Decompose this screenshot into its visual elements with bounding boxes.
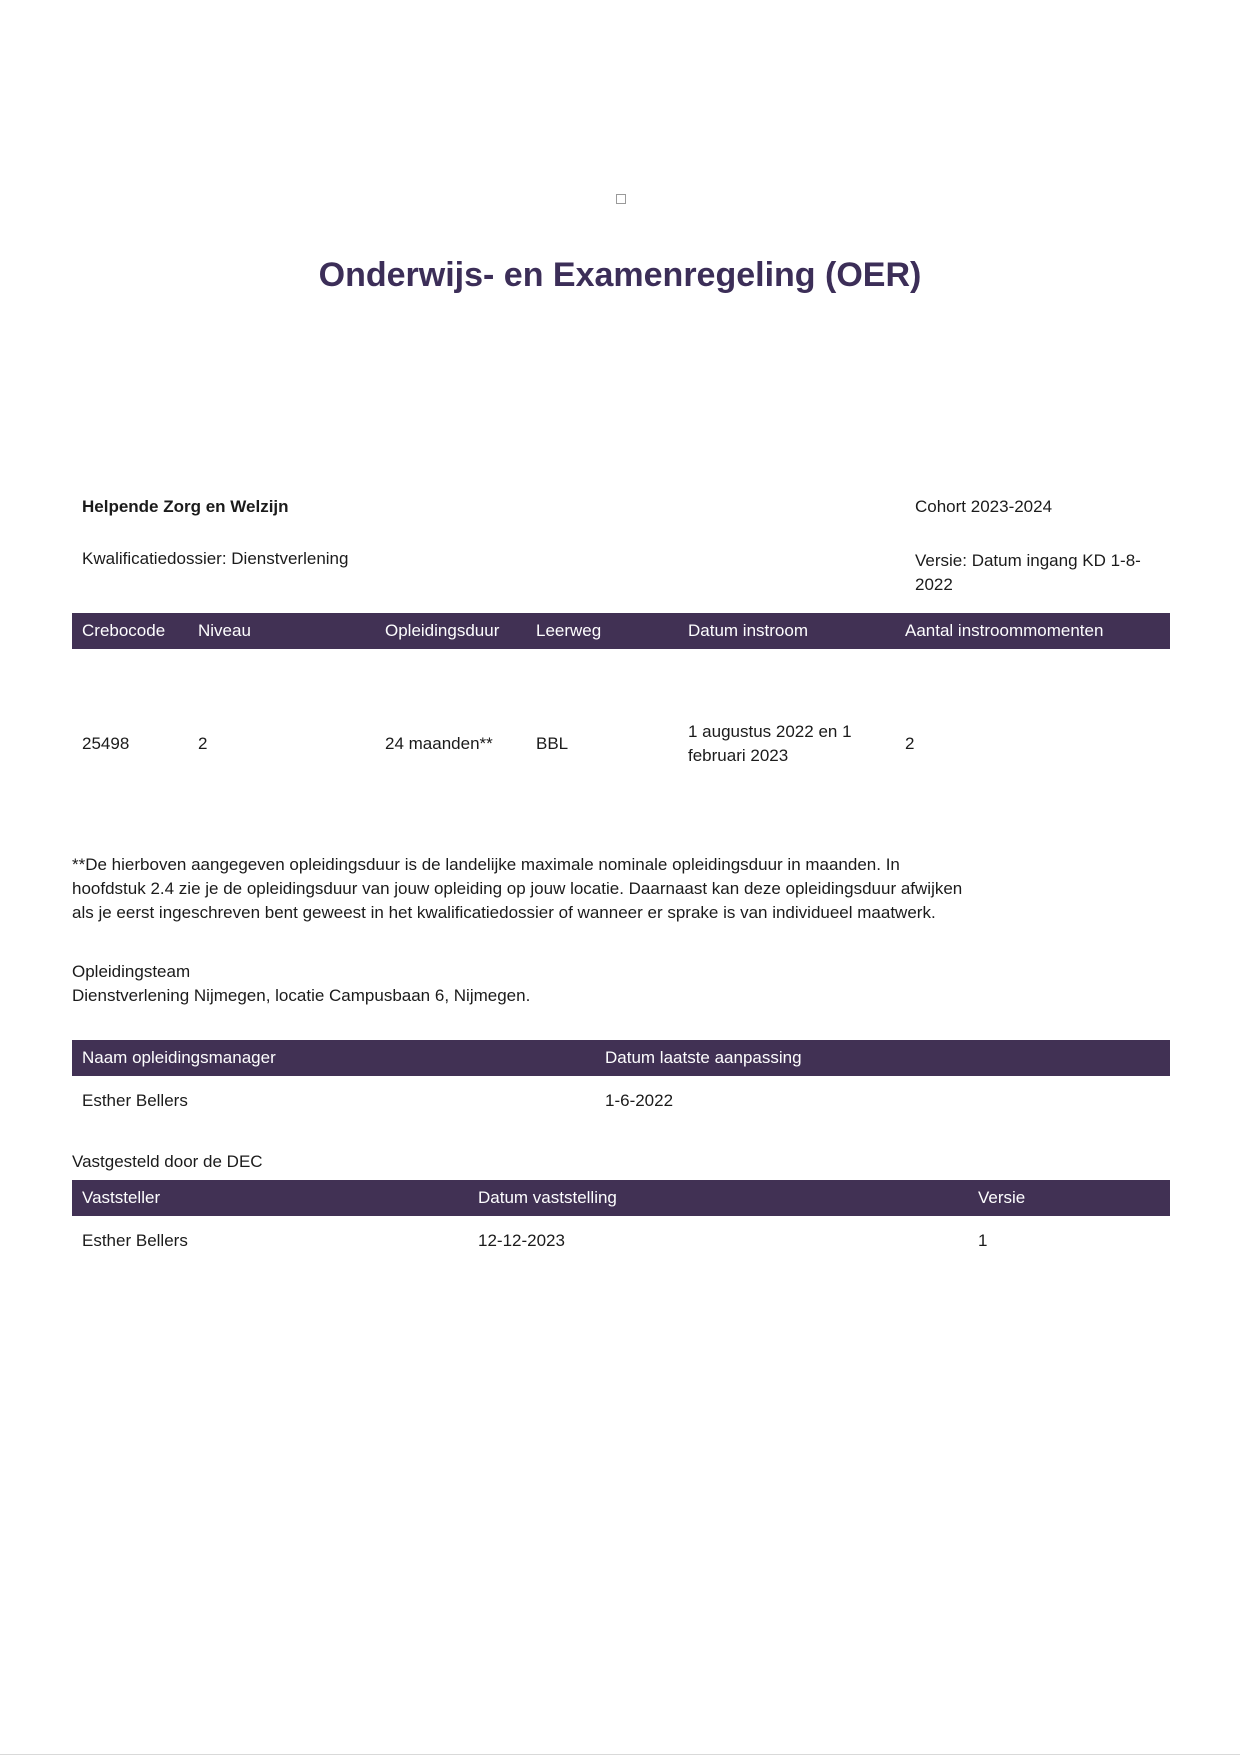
- leerweg-value: BBL: [536, 734, 569, 753]
- opleidingsduur-footnote: [72, 853, 1170, 925]
- datum-laatste-aanpassing-value: 1-6-2022: [605, 1091, 674, 1110]
- datum-instroom-value: 1 augustus 2022 en 1 februari 2023: [688, 722, 852, 765]
- missing-image-placeholder-icon: [616, 194, 626, 204]
- program-info: [72, 497, 1170, 597]
- column-header-versie: Versie: [978, 1188, 1026, 1207]
- footnote-line: als je eerst ingeschreven bent geweest in het kwalificatiedossier of wanneer er sprake is van individueel maatwerk.: [72, 903, 936, 922]
- opleidingsteam-location: Dienstverlening Nijmegen, locatie Campusbaan 6, Nijmegen.: [72, 986, 531, 1005]
- opleidingsduur-value: 24 maanden**: [385, 734, 493, 753]
- vaststeller-value: Esther Bellers: [82, 1231, 188, 1250]
- kwalificatiedossier-label: Kwalificatiedossier: Dienstverlening: [82, 549, 349, 568]
- column-header-aantal-instroommomenten: Aantal instroommomenten: [905, 621, 1104, 640]
- vaststelling-table-row: [72, 1216, 1170, 1266]
- program-info-row-1: [72, 497, 1170, 517]
- program-table: [72, 613, 1170, 839]
- column-header-niveau: Niveau: [198, 621, 251, 640]
- document-content: [72, 497, 1170, 1266]
- program-name: Helpende Zorg en Welzijn: [82, 497, 289, 516]
- niveau-value: 2: [198, 734, 208, 753]
- column-header-naam-opleidingsmanager: Naam opleidingsmanager: [82, 1048, 276, 1067]
- vaststelling-table-header: [72, 1180, 1170, 1216]
- manager-table-header: [72, 1040, 1170, 1076]
- column-header-leerweg: Leerweg: [536, 621, 602, 640]
- opleidingsmanager-name-value: Esther Bellers: [82, 1091, 188, 1110]
- datum-vaststelling-value: 12-12-2023: [478, 1231, 565, 1250]
- page-title: Onderwijs- en Examenregeling (OER): [318, 256, 922, 294]
- opleidingsteam-block: [72, 960, 1170, 1008]
- footnote-line: **De hierboven aangegeven opleidingsduur is de landelijke maximale nominale opleidingsduur in maanden. In: [72, 855, 900, 874]
- crebocode-value: 25498: [82, 734, 130, 753]
- column-header-opleidingsduur: Opleidingsduur: [385, 621, 500, 640]
- versie-label: Versie: Datum ingang KD 1-8-2022: [915, 551, 1141, 594]
- manager-table-row: [72, 1076, 1170, 1126]
- vastgesteld-heading: Vastgesteld door de DEC: [72, 1152, 263, 1171]
- column-header-datum-instroom: Datum instroom: [688, 621, 808, 640]
- manager-table: [72, 1040, 1170, 1126]
- program-table-header: [72, 613, 1170, 649]
- vaststelling-table: [72, 1180, 1170, 1266]
- footnote-line: hoofdstuk 2.4 zie je de opleidingsduur van jouw opleiding op jouw locatie. Daarnaast kan deze opleidingsduur afwijken: [72, 879, 963, 898]
- column-header-datum-vaststelling: Datum vaststelling: [478, 1188, 617, 1207]
- opleidingsteam-heading: Opleidingsteam: [72, 962, 191, 981]
- aantal-instroommomenten-value: 2: [905, 734, 915, 753]
- column-header-crebocode: Crebocode: [82, 621, 166, 640]
- cohort-label: Cohort 2023-2024: [915, 497, 1053, 516]
- column-header-vaststeller: Vaststeller: [82, 1188, 161, 1207]
- program-table-row: [72, 649, 1170, 839]
- program-info-row-2: [72, 549, 1170, 597]
- column-header-datum-laatste-aanpassing: Datum laatste aanpassing: [605, 1048, 802, 1067]
- versie-value: 1: [978, 1231, 988, 1250]
